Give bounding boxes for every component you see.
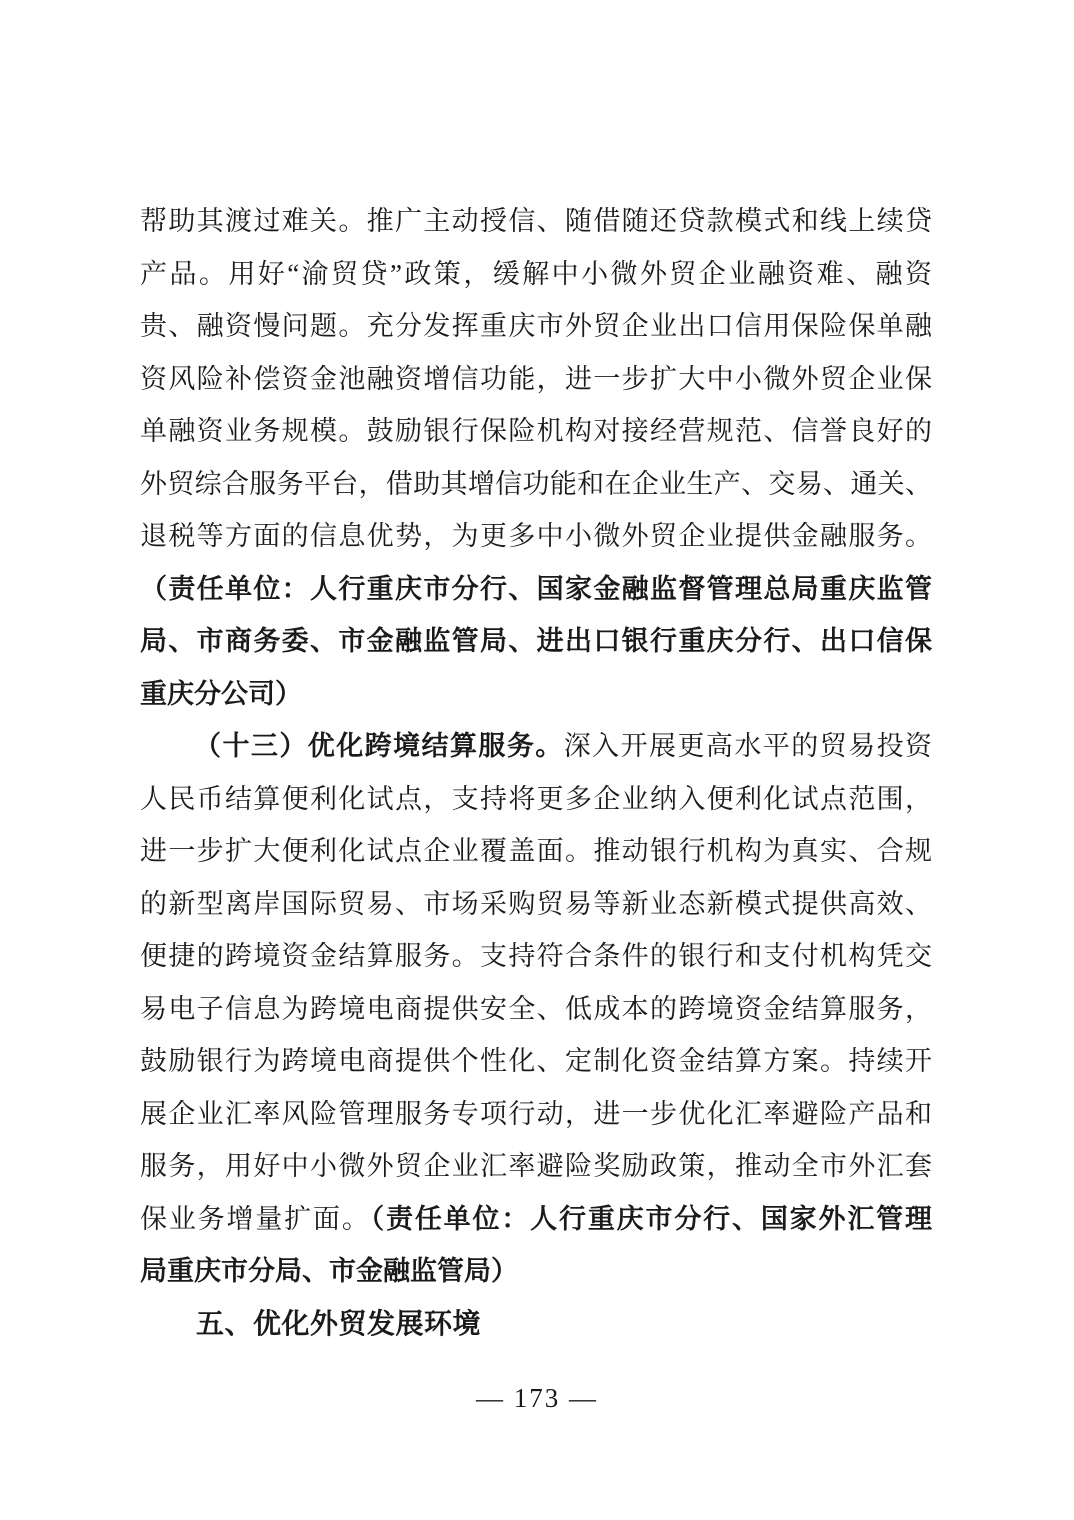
text-line: [140, 668, 932, 721]
text-segment: 帮助其渡过难关。推广主动授信、随借随还贷款模式和线上续贷: [140, 206, 932, 236]
text-line: [140, 1245, 932, 1298]
text-segment: 贵、融资慢问题。充分发挥重庆市外贸企业出口信用保险保单融: [140, 311, 932, 341]
page-number: — 173 —: [476, 1383, 598, 1413]
text-line: [140, 773, 932, 826]
text-segment: 便捷的跨境资金结算服务。支持符合条件的银行和支付机构凭交: [140, 941, 932, 971]
text-line: [140, 720, 932, 773]
text-segment: 保业务增量扩面。: [140, 1203, 371, 1234]
text-segment: 进一步扩大便利化试点企业覆盖面。推动银行机构为真实、合规: [140, 836, 932, 866]
text-segment: 产品。用好“渝贸贷”政策，缓解中小微外贸企业融资难、融资: [140, 258, 932, 289]
text-segment: 局重庆市分局、市金融监管局）: [140, 1256, 518, 1286]
text-line: [140, 1193, 932, 1246]
text-line: [140, 248, 932, 301]
text-line: [140, 353, 932, 406]
text-line: [140, 458, 932, 511]
text-segment: （责任单位：人行重庆市分行、国家外汇管理: [370, 1203, 933, 1234]
section-heading: [140, 1298, 932, 1351]
text-line: [140, 983, 932, 1036]
text-segment: 资风险补偿资金池融资增信功能，进一步扩大中小微外贸企业保: [140, 363, 932, 394]
text-segment: （责任单位：人行重庆市分行、国家金融监督管理总局重庆监管: [140, 573, 932, 604]
text-line: [140, 300, 932, 353]
text-line: [140, 615, 932, 668]
text-line: [140, 1140, 932, 1193]
text-line: [140, 510, 932, 563]
text-segment: 单融资业务规模。鼓励银行保险机构对接经营规范、信誉良好的: [140, 416, 932, 446]
text-segment: 鼓励银行为跨境电商提供个性化、定制化资金结算方案。持续开: [140, 1046, 932, 1076]
text-line: [140, 195, 932, 248]
text-segment: 易电子信息为跨境电商提供安全、低成本的跨境资金结算服务，: [140, 993, 932, 1024]
text-segment: 的新型离岸国际贸易、市场采购贸易等新业态新模式提供高效、: [140, 888, 932, 919]
text-line: [140, 405, 932, 458]
text-line: [140, 825, 932, 878]
text-line: [140, 1088, 932, 1141]
text-segment: （十三）优化跨境结算服务。: [194, 731, 564, 761]
text-segment: 重庆分公司）: [140, 678, 302, 709]
text-line: [140, 878, 932, 931]
text-segment: 服务，用好中小微外贸企业汇率避险奖励政策，推动全市外汇套: [140, 1151, 932, 1181]
text-segment: 外贸综合服务平台，借助其增信功能和在企业生产、交易、通关、: [140, 468, 932, 499]
body-text: [140, 195, 932, 1350]
text-line: [140, 563, 932, 616]
text-segment: 展企业汇率风险管理服务专项行动，进一步优化汇率避险产品和: [140, 1098, 932, 1129]
text-line: [140, 1035, 932, 1088]
text-segment: 局、市商务委、市金融监管局、进出口银行重庆分行、出口信保: [140, 626, 932, 656]
text-segment: 五、优化外贸发展环境: [196, 1307, 482, 1339]
text-line: [140, 930, 932, 983]
text-segment: 退税等方面的信息优势，为更多中小微外贸企业提供金融服务。: [140, 521, 932, 551]
text-segment: 深入开展更高水平的贸易投资: [563, 731, 933, 761]
text-segment: 人民币结算便利化试点，支持将更多企业纳入便利化试点范围，: [140, 783, 932, 814]
